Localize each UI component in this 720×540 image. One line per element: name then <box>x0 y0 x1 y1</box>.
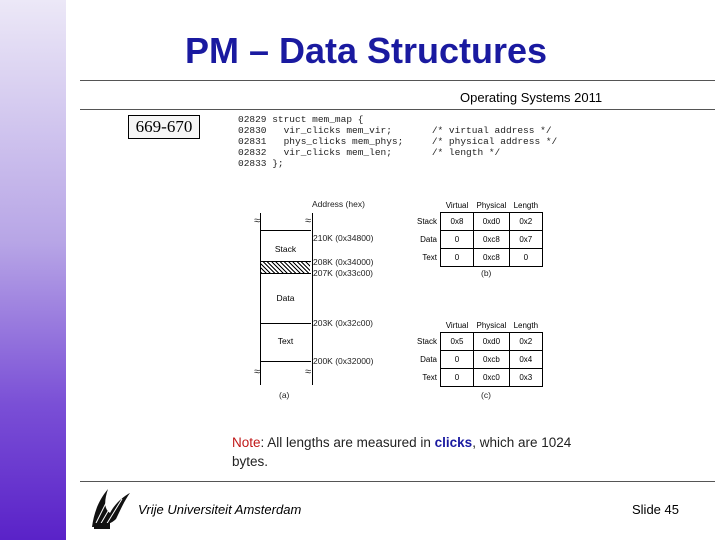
column-header-physical: Physical <box>476 320 507 330</box>
address-label: 208K (0x34000) <box>313 257 374 267</box>
slide-title: PM – Data Structures <box>184 30 548 71</box>
column-header-length: Length <box>513 200 539 210</box>
physical-cell: 0xc8 <box>474 249 510 267</box>
address-label: 203K (0x32c00) <box>313 318 374 328</box>
address-line <box>260 273 311 274</box>
table-row <box>412 231 542 249</box>
note-label: Note <box>232 435 261 450</box>
code-line: 02833 }; <box>238 158 284 169</box>
code-line: 02831 phys_clicks mem_phys; /* physical address */ <box>238 136 558 147</box>
course-subtitle: Operating Systems 2011 <box>460 90 603 105</box>
row-name: Data <box>420 235 437 244</box>
title-divider <box>80 80 715 81</box>
row-name: Stack <box>416 217 437 226</box>
virtual-cell: 0x8 <box>441 213 474 231</box>
row-name: Text <box>422 253 437 262</box>
length-cell: 0x3 <box>509 369 542 387</box>
table-row <box>412 369 542 387</box>
segment-stack: Stack <box>274 244 297 254</box>
slide-number: Slide 45 <box>632 502 679 517</box>
subtitle-divider <box>80 109 715 110</box>
left-gradient-bar <box>0 0 66 540</box>
segment-data: Data <box>276 293 295 303</box>
table-row <box>412 249 542 267</box>
column-header-virtual: Virtual <box>445 200 469 210</box>
row-name: Data <box>420 355 437 364</box>
gap-hatch <box>261 262 310 273</box>
address-line <box>260 230 311 231</box>
table-row <box>412 333 542 351</box>
physical-cell: 0xc8 <box>474 231 510 249</box>
virtual-cell: 0 <box>441 231 474 249</box>
university-name: Vrije Universiteit Amsterdam <box>138 502 302 517</box>
physical-cell: 0xcb <box>474 351 510 369</box>
break-mark-icon: ≈ <box>254 215 261 227</box>
break-mark-icon: ≈ <box>305 366 312 378</box>
segment-table-b <box>412 198 543 267</box>
table-caption-b: (b) <box>481 268 492 278</box>
table-row <box>412 351 542 369</box>
segment-table-c <box>412 318 543 387</box>
row-name: Stack <box>416 337 437 346</box>
length-cell: 0x2 <box>509 333 542 351</box>
code-line: 02830 vir_clicks mem_vir; /* virtual address */ <box>238 125 552 136</box>
virtual-cell: 0 <box>441 249 474 267</box>
row-name: Text <box>422 373 437 382</box>
code-line: 02829 struct mem_map { <box>238 114 364 125</box>
column-header-physical: Physical <box>476 200 507 210</box>
break-mark-icon: ≈ <box>254 366 261 378</box>
length-cell: 0x7 <box>509 231 542 249</box>
note-text: : All lengths are measured in <box>260 435 435 450</box>
page-reference-box: 669-670 <box>128 115 200 139</box>
length-cell: 0x4 <box>509 351 542 369</box>
break-mark-icon: ≈ <box>305 215 312 227</box>
note-paragraph <box>232 433 592 471</box>
note-emphasis: clicks <box>434 435 473 450</box>
virtual-cell: 0 <box>441 369 474 387</box>
virtual-cell: 0x5 <box>441 333 474 351</box>
footer-divider <box>80 481 715 482</box>
code-line: 02832 vir_clicks mem_len; /* length */ <box>238 147 501 158</box>
physical-cell: 0xc0 <box>474 369 510 387</box>
address-line <box>260 361 311 362</box>
column-header-virtual: Virtual <box>445 320 469 330</box>
segment-text: Text <box>277 336 294 346</box>
physical-cell: 0xd0 <box>474 333 510 351</box>
table-row <box>412 213 542 231</box>
virtual-cell: 0 <box>441 351 474 369</box>
note-text-end: , which are 1024 bytes. <box>232 435 572 469</box>
table-caption-c: (c) <box>481 390 491 400</box>
column-header-length: Length <box>513 320 539 330</box>
length-cell: 0 <box>509 249 542 267</box>
address-label: 210K (0x34800) <box>313 233 374 243</box>
length-cell: 0x2 <box>509 213 542 231</box>
code-listing <box>238 114 557 169</box>
diagram-caption: (a) <box>279 390 290 400</box>
physical-cell: 0xd0 <box>474 213 510 231</box>
address-line <box>260 323 311 324</box>
address-label: 200K (0x32000) <box>313 356 374 366</box>
address-label: 207K (0x33c00) <box>313 268 374 278</box>
column-header-blank <box>412 198 441 213</box>
address-header: Address (hex) <box>312 199 365 209</box>
column-header-blank <box>412 318 441 333</box>
university-logo-icon <box>84 483 134 533</box>
